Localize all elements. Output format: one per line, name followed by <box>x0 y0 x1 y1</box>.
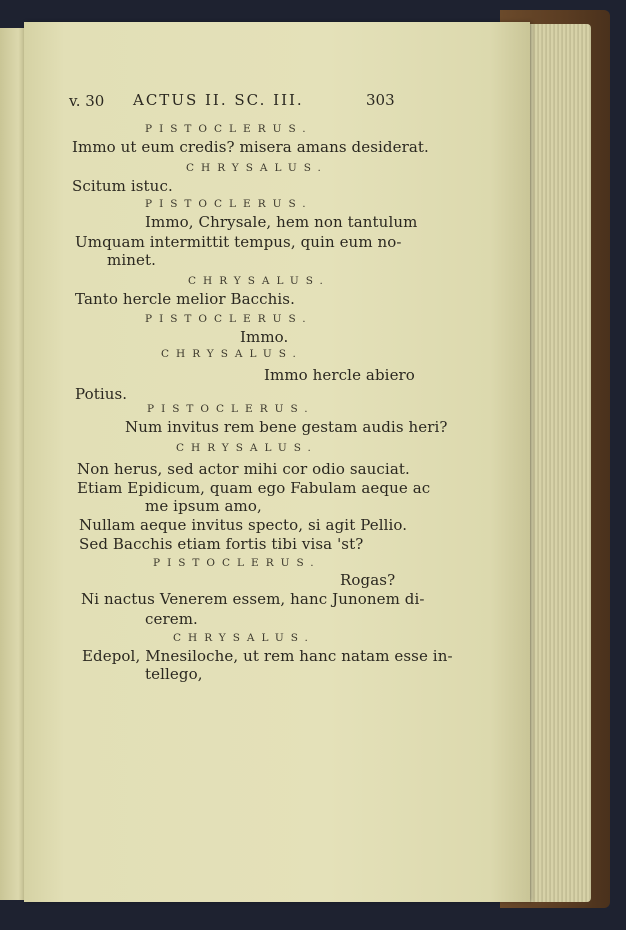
verse-line: Num invitus rem bene gestam audis heri? <box>125 418 448 436</box>
speaker-name: CHRYSALUS. <box>161 348 303 360</box>
verse-line: tellego, <box>145 665 203 683</box>
verse-line: Immo ut eum credis? misera amans desiderat. <box>72 138 429 156</box>
speaker-name: CHRYSALUS. <box>188 275 330 287</box>
verse-line: Sed Bacchis etiam fortis tibi visa 'st? <box>79 535 364 553</box>
verse-line: me ipsum amo, <box>145 497 262 515</box>
verse-line: Edepol, Mnesiloche, ut rem hanc natam esse in- <box>82 647 453 665</box>
verse-line: Tanto hercle melior Bacchis. <box>75 290 295 308</box>
verse-line: Rogas? <box>340 571 396 589</box>
speaker-name: CHRYSALUS. <box>176 442 318 454</box>
verse-marker: v. 30 <box>69 92 105 110</box>
speaker-name: PISTOCLERUS. <box>145 123 313 135</box>
speaker-name: CHRYSALUS. <box>186 162 328 174</box>
verse-line: Ni nactus Venerem essem, hanc Junonem di- <box>81 590 425 608</box>
verse-line: cerem. <box>145 610 198 628</box>
speaker-name: PISTOCLERUS. <box>153 557 321 569</box>
speaker-name: CHRYSALUS. <box>173 632 315 644</box>
verse-line: Umquam intermittit tempus, quin eum no- <box>75 233 402 251</box>
verse-line: Etiam Epidicum, quam ego Fabulam aeque ac <box>77 479 431 497</box>
facing-page-edge <box>0 28 26 900</box>
verse-line: Immo. <box>240 328 289 346</box>
speaker-name: PISTOCLERUS. <box>145 198 313 210</box>
verse-line: Immo hercle abiero <box>264 366 415 384</box>
verse-line: Immo, Chrysale, hem non tantulum <box>145 213 418 231</box>
page-number: 303 <box>366 91 395 109</box>
running-title: ACTUS II. SC. III. <box>133 91 304 109</box>
verse-line: Non herus, sed actor mihi cor odio sauciat. <box>77 460 410 478</box>
verse-line: Nullam aeque invitus specto, si agit Pellio. <box>79 516 408 534</box>
verse-line: Potius. <box>75 385 128 403</box>
verse-line: Scitum istuc. <box>72 177 173 195</box>
speaker-name: PISTOCLERUS. <box>145 313 313 325</box>
verse-line: minet. <box>107 251 156 269</box>
speaker-name: PISTOCLERUS. <box>147 403 315 415</box>
